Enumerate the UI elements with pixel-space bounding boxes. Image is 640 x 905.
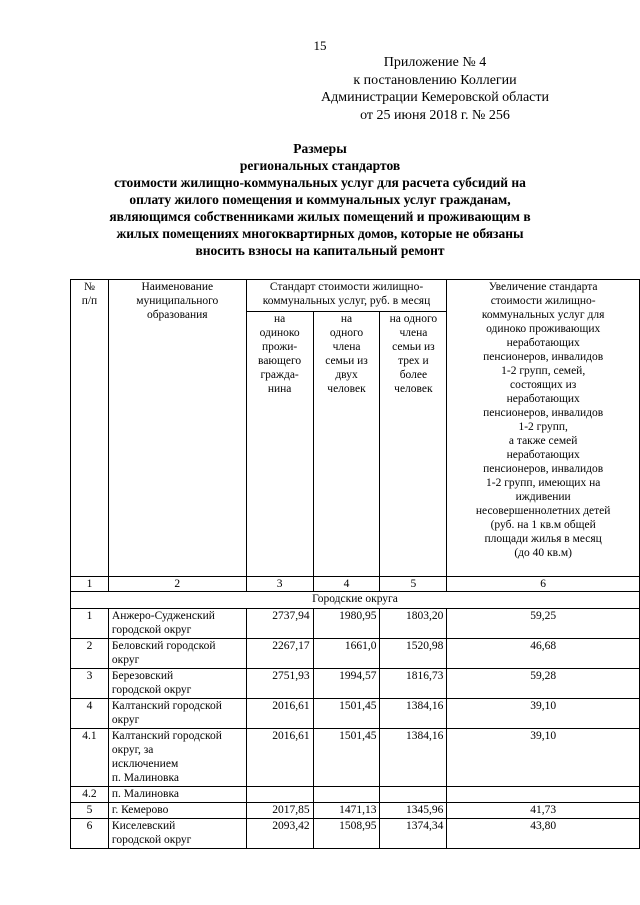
appendix-line: от 25 июня 2018 г. № 256	[360, 107, 510, 123]
row-value-increase: 41,73	[447, 803, 640, 819]
table-row	[71, 787, 640, 803]
header-three: на одного члена семьи из трех и более человек	[380, 312, 447, 577]
header-two: на одного члена семьи из двух человек	[313, 312, 380, 577]
title-line: вносить взносы на капитальный ремонт	[195, 243, 445, 258]
row-value-three: 1803,20	[380, 609, 447, 639]
section-header: Городские округа	[71, 592, 640, 609]
header-num: № п/п	[71, 280, 109, 577]
header-standard: Стандарт стоимости жилищно- коммунальных услуг, руб. в месяц	[246, 280, 447, 312]
header-single: на одиноко прожи- вающего гражда- нина	[246, 312, 313, 577]
row-value-three: 1520,98	[380, 639, 447, 669]
standards-table	[70, 279, 640, 849]
appendix-line: Приложение № 4	[383, 55, 487, 70]
row-value-single: 2093,42	[246, 819, 313, 849]
col-number: 5	[380, 577, 447, 592]
row-num: 6	[71, 819, 109, 849]
row-value-two: 1501,45	[313, 729, 380, 787]
row-value-single: 2016,61	[246, 729, 313, 787]
col-number: 1	[71, 577, 109, 592]
col-number: 4	[313, 577, 380, 592]
row-num: 4.1	[71, 729, 109, 787]
col-number: 2	[108, 577, 246, 592]
page-number: 15	[313, 38, 327, 53]
row-num: 4	[71, 699, 109, 729]
row-value-three: 1345,96	[380, 803, 447, 819]
header-increase: Увеличение стандарта стоимости жилищно- коммунальных услуг для одиноко проживающих неработающих пенсионеров, инвалидов 1-2 групп, семей, состоящих из неработающих пенсионеров, инвалидов 1-2 групп, а также семей неработающих пенсионеров, инвалидов 1-2 групп, имеющих на иждивении несовершеннолетних детей (руб. на 1 кв.м общей площади жилья в месяц (до 40 кв.м)	[447, 280, 640, 577]
table-row	[71, 699, 640, 729]
row-name: г. Кемерово	[108, 803, 246, 819]
row-value-two	[313, 787, 380, 803]
row-value-two: 1994,57	[313, 669, 380, 699]
col-number: 3	[246, 577, 313, 592]
row-value-increase: 43,80	[447, 819, 640, 849]
row-value-two: 1661,0	[313, 639, 380, 669]
title-line: жилых помещениях многоквартирных домов, которые не обязаны	[116, 226, 524, 241]
row-value-three: 1384,16	[380, 729, 447, 787]
table-row	[71, 609, 640, 639]
row-value-two: 1508,95	[313, 819, 380, 849]
row-value-single	[246, 787, 313, 803]
row-value-three: 1816,73	[380, 669, 447, 699]
row-value-single: 2751,93	[246, 669, 313, 699]
row-value-increase: 46,68	[447, 639, 640, 669]
row-value-two: 1501,45	[313, 699, 380, 729]
row-value-two: 1980,95	[313, 609, 380, 639]
row-value-two: 1471,13	[313, 803, 380, 819]
row-value-three: 1384,16	[380, 699, 447, 729]
row-value-three: 1374,34	[380, 819, 447, 849]
title-line: Размеры	[293, 141, 347, 156]
row-value-increase: 59,28	[447, 669, 640, 699]
row-value-single: 2267,17	[246, 639, 313, 669]
row-name: Калтанский городской округ	[108, 699, 246, 729]
appendix-line: к постановлению Коллегии	[353, 72, 517, 88]
row-num: 1	[71, 609, 109, 639]
row-value-three	[380, 787, 447, 803]
row-num: 2	[71, 639, 109, 669]
row-num: 5	[71, 803, 109, 819]
row-name: Беловский городской округ	[108, 639, 246, 669]
row-name: п. Малиновка	[108, 787, 246, 803]
col-number: 6	[447, 577, 640, 592]
row-value-increase: 39,10	[447, 729, 640, 787]
table-row	[71, 669, 640, 699]
row-name: Калтанский городской округ, за исключением п. Малиновка	[108, 729, 246, 787]
title-line: оплату жилого помещения и коммунальных услуг гражданам,	[129, 192, 511, 207]
row-value-increase: 59,25	[447, 609, 640, 639]
appendix-header	[300, 54, 570, 124]
row-value-increase	[447, 787, 640, 803]
title-line: региональных стандартов	[239, 158, 401, 173]
row-value-single: 2016,61	[246, 699, 313, 729]
table-row	[71, 803, 640, 819]
row-value-single: 2737,94	[246, 609, 313, 639]
document-title	[60, 140, 580, 259]
appendix-line: Администрации Кемеровской области	[321, 90, 549, 105]
header-name: Наименование муниципального образования	[108, 280, 246, 577]
title-line: являющимся собственниками жилых помещений и проживающим в	[109, 209, 531, 224]
table-row	[71, 729, 640, 787]
title-line: стоимости жилищно-коммунальных услуг для расчета субсидий на	[114, 175, 526, 190]
row-value-increase: 39,10	[447, 699, 640, 729]
row-name: Березовский городской округ	[108, 669, 246, 699]
row-value-single: 2017,85	[246, 803, 313, 819]
row-name: Киселевский городской округ	[108, 819, 246, 849]
column-numbers-row	[71, 577, 640, 592]
table-row	[71, 819, 640, 849]
row-num: 4.2	[71, 787, 109, 803]
row-name: Анжеро-Судженский городской округ	[108, 609, 246, 639]
row-num: 3	[71, 669, 109, 699]
table-row	[71, 639, 640, 669]
